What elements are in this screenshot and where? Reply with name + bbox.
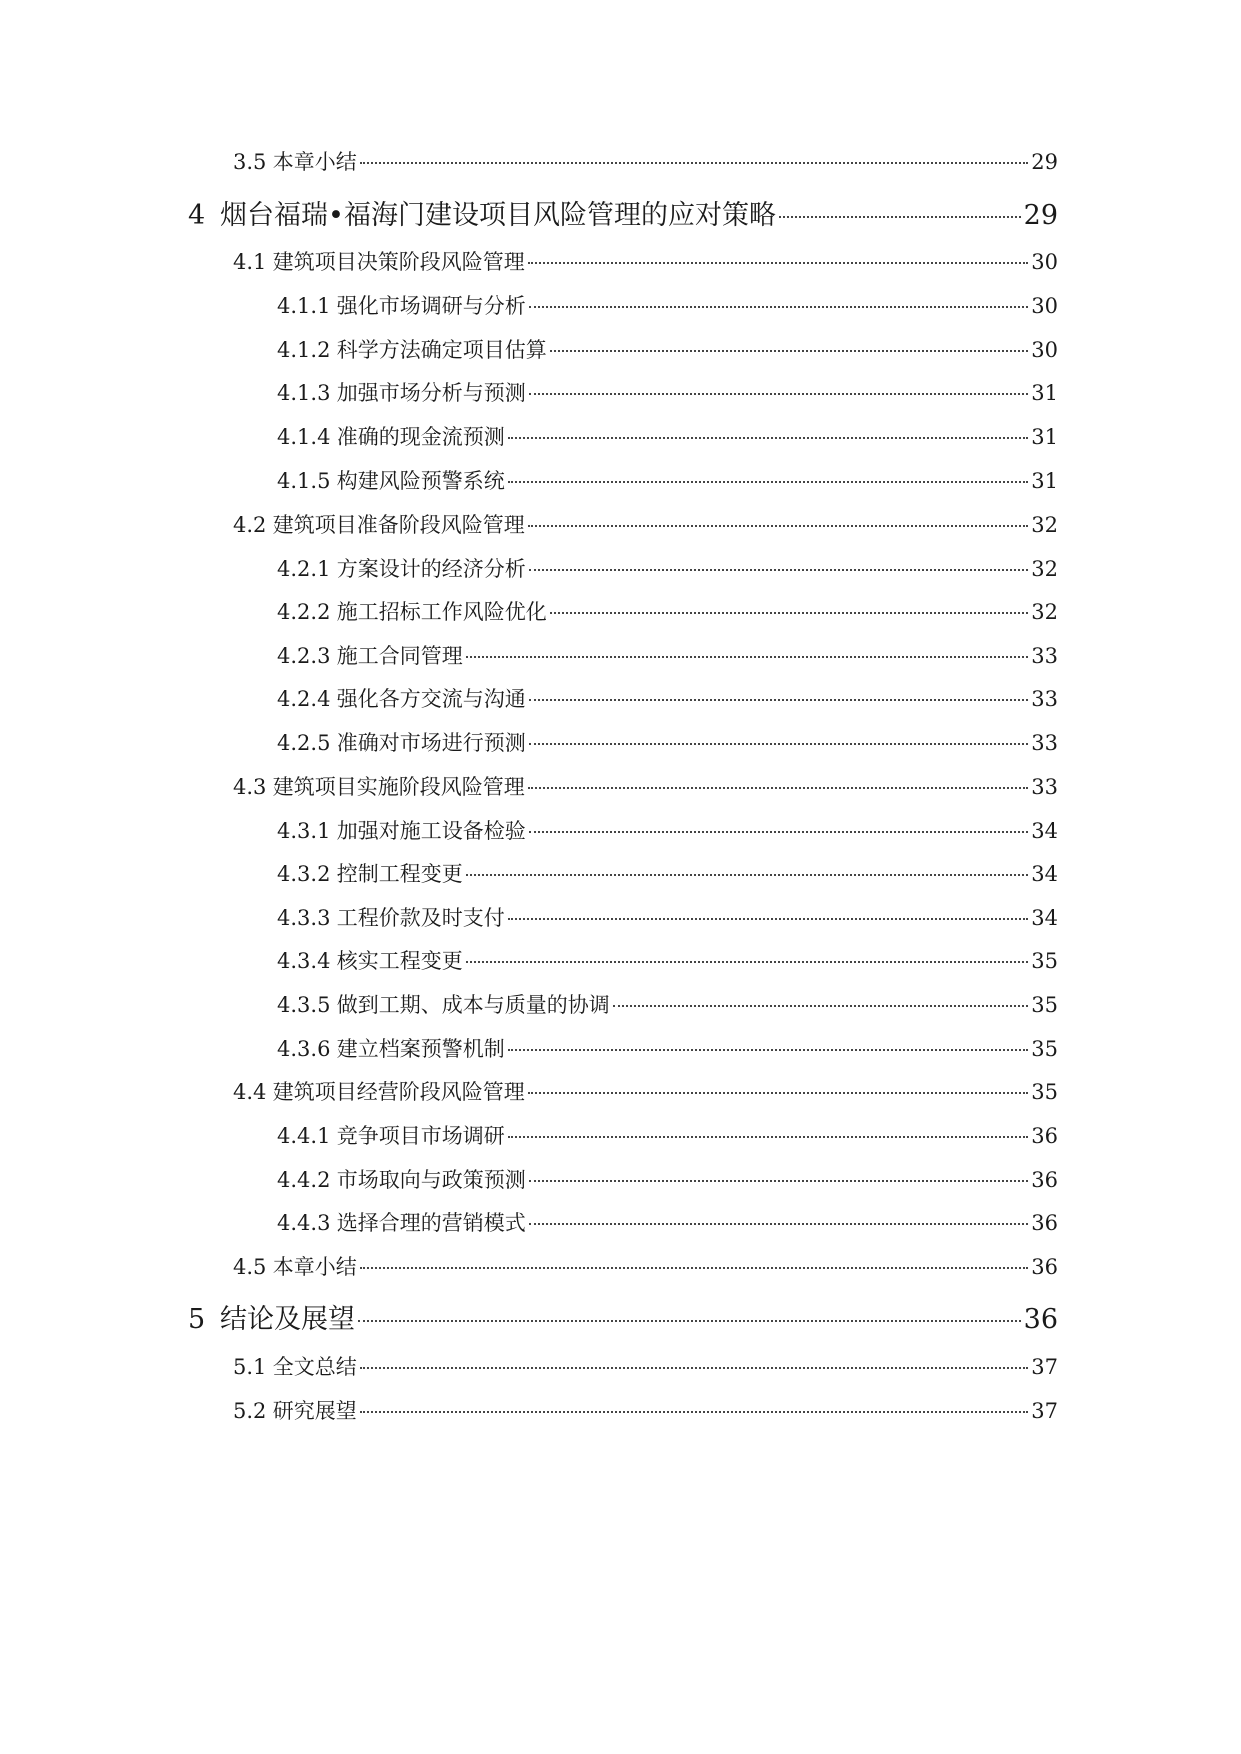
- toc-number: 4.3.3: [277, 906, 331, 930]
- toc-entry: [277, 290, 1058, 320]
- dot-leader: [529, 699, 1029, 701]
- toc-title: 本章小结: [272, 1255, 357, 1279]
- toc-title: 强化各方交流与沟通: [336, 687, 526, 711]
- toc-title: 施工合同管理: [336, 644, 463, 668]
- toc-number: 5.2: [233, 1399, 267, 1423]
- toc-title: 全文总结: [272, 1355, 357, 1379]
- toc-title: 工程价款及时支付: [336, 906, 505, 930]
- toc-number: 4.4: [233, 1080, 267, 1104]
- toc-page-number: 30: [1031, 338, 1058, 362]
- toc-entry: [277, 377, 1058, 407]
- toc-number: 4.3.6: [277, 1037, 331, 1061]
- dot-leader: [508, 918, 1029, 920]
- toc-page-number: 36: [1031, 1124, 1058, 1148]
- toc-number: 5.1: [233, 1355, 267, 1379]
- toc-entry: [277, 421, 1058, 451]
- toc-number: 4.3: [233, 775, 267, 799]
- toc-entry: [277, 683, 1058, 713]
- dot-leader: [528, 262, 1029, 264]
- toc-number: 4.3.1: [277, 819, 331, 843]
- toc-title: 做到工期、成本与质量的协调: [336, 993, 610, 1017]
- dot-leader: [466, 656, 1029, 658]
- toc-page-number: 31: [1031, 425, 1058, 449]
- dot-leader: [779, 216, 1021, 218]
- toc-entry: [277, 1164, 1058, 1194]
- dot-leader: [529, 306, 1029, 308]
- toc-number: 4.2.2: [277, 600, 331, 624]
- toc-entry: [233, 1395, 1058, 1425]
- toc-page-number: 33: [1031, 644, 1058, 668]
- toc-title: 选择合理的营销模式: [336, 1211, 526, 1235]
- toc-entry: [277, 553, 1058, 583]
- toc-title: 建筑项目决策阶段风险管理: [272, 250, 525, 274]
- toc-page-number: 36: [1031, 1211, 1058, 1235]
- dot-leader: [508, 1049, 1029, 1051]
- toc-entry: [277, 1207, 1058, 1237]
- toc-title: 市场取向与政策预测: [336, 1168, 526, 1192]
- toc-page-number: 33: [1031, 731, 1058, 755]
- dot-leader: [528, 525, 1029, 527]
- dot-leader: [358, 1320, 1021, 1322]
- toc-title: 加强市场分析与预测: [336, 381, 526, 405]
- toc-entry: [188, 193, 1058, 232]
- toc-number: 4.2.1: [277, 557, 331, 581]
- toc-page-number: 32: [1031, 513, 1058, 537]
- toc-number: 4.1.1: [277, 294, 331, 318]
- toc-page-number: 31: [1031, 381, 1058, 405]
- dot-leader: [528, 1092, 1029, 1094]
- dot-leader: [550, 350, 1029, 352]
- dot-leader: [613, 1005, 1029, 1007]
- toc-page-number: 35: [1031, 1037, 1058, 1061]
- toc-page-number: 32: [1031, 557, 1058, 581]
- toc-title: 方案设计的经济分析: [336, 557, 526, 581]
- toc-entry: [277, 465, 1058, 495]
- toc-number: 4.3.5: [277, 993, 331, 1017]
- toc-page-number: 35: [1031, 993, 1058, 1017]
- dot-leader: [360, 1367, 1029, 1369]
- toc-number: 4.1: [233, 250, 267, 274]
- toc-entry: [233, 509, 1058, 539]
- toc-entry: [277, 1120, 1058, 1150]
- dot-leader: [529, 831, 1029, 833]
- toc-entry: [188, 1297, 1058, 1336]
- toc-number: 4.4.3: [277, 1211, 331, 1235]
- toc-number: 4.4.2: [277, 1168, 331, 1192]
- toc-page-number: 33: [1031, 775, 1058, 799]
- toc-page-number: 29: [1023, 200, 1058, 231]
- toc-number: 4.5: [233, 1255, 267, 1279]
- toc-page-number: 36: [1031, 1168, 1058, 1192]
- toc-entry: [277, 815, 1058, 845]
- toc-page-number: 31: [1031, 469, 1058, 493]
- dot-leader: [466, 961, 1029, 963]
- toc-title: 研究展望: [272, 1399, 357, 1423]
- toc-title: 准确的现金流预测: [336, 425, 505, 449]
- toc-title: 施工招标工作风险优化: [336, 600, 547, 624]
- toc-number: 4.1.5: [277, 469, 331, 493]
- toc-entry: [277, 945, 1058, 975]
- toc-entry: [277, 858, 1058, 888]
- toc-entry: [233, 1251, 1058, 1281]
- dot-leader: [508, 481, 1029, 483]
- toc-number: 4.2: [233, 513, 267, 537]
- toc-title: 科学方法确定项目估算: [336, 338, 547, 362]
- toc-page-number: 30: [1031, 294, 1058, 318]
- toc-page-number: 32: [1031, 600, 1058, 624]
- dot-leader: [466, 874, 1029, 876]
- toc-page-number: 35: [1031, 949, 1058, 973]
- dot-leader: [508, 1136, 1029, 1138]
- dot-leader: [360, 1411, 1029, 1413]
- toc-number: 4.1.2: [277, 338, 331, 362]
- dot-leader: [529, 1223, 1029, 1225]
- toc-page-number: 29: [1031, 150, 1058, 174]
- toc-entry: [233, 771, 1058, 801]
- toc-page-number: 37: [1031, 1399, 1058, 1423]
- toc-entry: [233, 246, 1058, 276]
- dot-leader: [508, 437, 1029, 439]
- toc-title: 建筑项目准备阶段风险管理: [272, 513, 525, 537]
- toc-entry: [277, 640, 1058, 670]
- toc-title: 本章小结: [272, 150, 357, 174]
- toc-number: 5: [188, 1304, 206, 1335]
- toc-page-number: 37: [1031, 1355, 1058, 1379]
- toc-page-number: 35: [1031, 1080, 1058, 1104]
- toc-title: 竞争项目市场调研: [336, 1124, 505, 1148]
- dot-leader: [529, 569, 1029, 571]
- toc-page-number: 36: [1031, 1255, 1058, 1279]
- toc-page-number: 36: [1023, 1304, 1058, 1335]
- toc-title: 构建风险预警系统: [336, 469, 505, 493]
- toc-title: 烟台福瑞•福海门建设项目风险管理的应对策略: [220, 200, 776, 231]
- toc-number: 4.3.2: [277, 862, 331, 886]
- toc-title: 强化市场调研与分析: [336, 294, 526, 318]
- dot-leader: [360, 1267, 1029, 1269]
- toc-entry: [277, 989, 1058, 1019]
- toc-entry: [233, 1076, 1058, 1106]
- dot-leader: [528, 787, 1029, 789]
- toc-page-number: 34: [1031, 862, 1058, 886]
- toc-number: 3.5: [233, 150, 267, 174]
- toc-entry: [277, 334, 1058, 364]
- toc-entry: [277, 727, 1058, 757]
- toc-page-number: 34: [1031, 906, 1058, 930]
- toc-number: 4.2.5: [277, 731, 331, 755]
- toc-page-number: 33: [1031, 687, 1058, 711]
- toc-number: 4.1.4: [277, 425, 331, 449]
- toc-page-number: 30: [1031, 250, 1058, 274]
- toc-title: 核实工程变更: [336, 949, 463, 973]
- toc-title: 建筑项目经营阶段风险管理: [272, 1080, 525, 1104]
- dot-leader: [360, 162, 1029, 164]
- toc-title: 建筑项目实施阶段风险管理: [272, 775, 525, 799]
- toc-title: 结论及展望: [220, 1304, 356, 1335]
- toc-number: 4: [188, 200, 206, 231]
- dot-leader: [529, 743, 1029, 745]
- toc-number: 4.3.4: [277, 949, 331, 973]
- toc-page-number: 34: [1031, 819, 1058, 843]
- toc-number: 4.4.1: [277, 1124, 331, 1148]
- toc-entry: [277, 596, 1058, 626]
- toc-entry: [233, 146, 1058, 176]
- toc-entry: [277, 902, 1058, 932]
- toc-number: 4.2.3: [277, 644, 331, 668]
- dot-leader: [529, 1180, 1029, 1182]
- toc-entry: [277, 1033, 1058, 1063]
- toc-title: 加强对施工设备检验: [336, 819, 526, 843]
- toc-entry: [233, 1351, 1058, 1381]
- dot-leader: [529, 393, 1029, 395]
- dot-leader: [550, 612, 1029, 614]
- toc-number: 4.1.3: [277, 381, 331, 405]
- toc-title: 准确对市场进行预测: [336, 731, 526, 755]
- toc-title: 建立档案预警机制: [336, 1037, 505, 1061]
- toc-title: 控制工程变更: [336, 862, 463, 886]
- toc-number: 4.2.4: [277, 687, 331, 711]
